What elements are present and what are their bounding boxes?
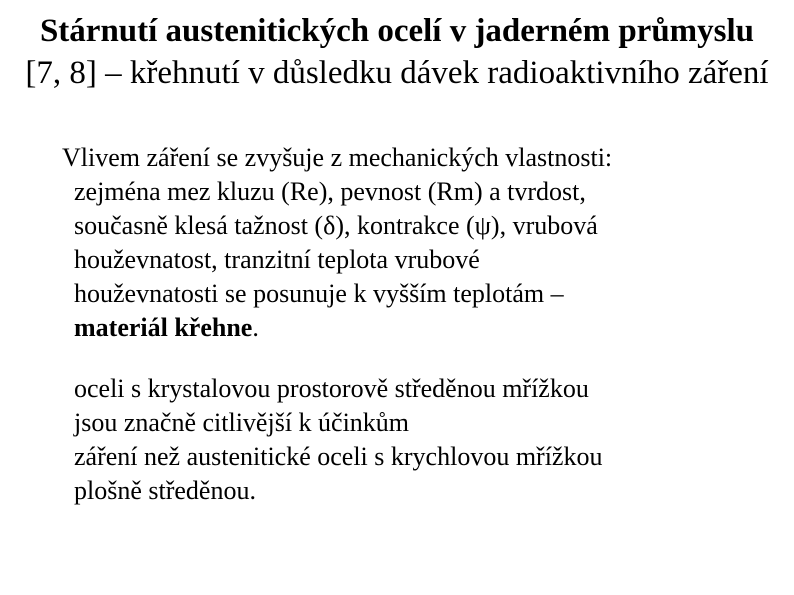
paragraph2-line1: oceli s krystalovou prostorově středěnou mřížkou [74, 374, 589, 403]
title-regular-part: [7, 8] – křehnutí v důsledku dávek radioaktivního záření [25, 55, 769, 91]
paragraph-bcc-steels [74, 372, 784, 508]
paragraph1-line5: houževnatosti se posunuje k vyšším teplotám – [74, 279, 564, 308]
paragraph1-line2: zejména mez kluzu (Re), pevnost (Rm) a tvrdost, [74, 177, 586, 206]
paragraph2-line2: jsou značně citlivější k účinkům [74, 408, 410, 437]
paragraph1-line4: houževnatost, tranzitní teplota vrubové [74, 245, 480, 274]
paragraph1-emphasis: materiál křehne [74, 313, 253, 342]
paragraph1-line1: Vlivem záření se zvyšuje z mechanických vlastnosti: [62, 143, 613, 172]
paragraph2-line4: plošně středěnou. [74, 476, 256, 505]
paragraph1-end: . [252, 313, 259, 342]
paragraph-irradiation-effects [62, 141, 772, 345]
slide-title [20, 10, 774, 94]
title-bold-part: Stárnutí austenitických ocelí v jaderném průmyslu [39, 13, 755, 49]
paragraph2-line3: záření než austenitické oceli s krychlovou mřížkou [74, 442, 603, 471]
paragraph1-line3: současně klesá tažnost (δ), kontrakce (ψ), vrubová [74, 211, 598, 240]
paragraph1-line6 [62, 311, 772, 345]
